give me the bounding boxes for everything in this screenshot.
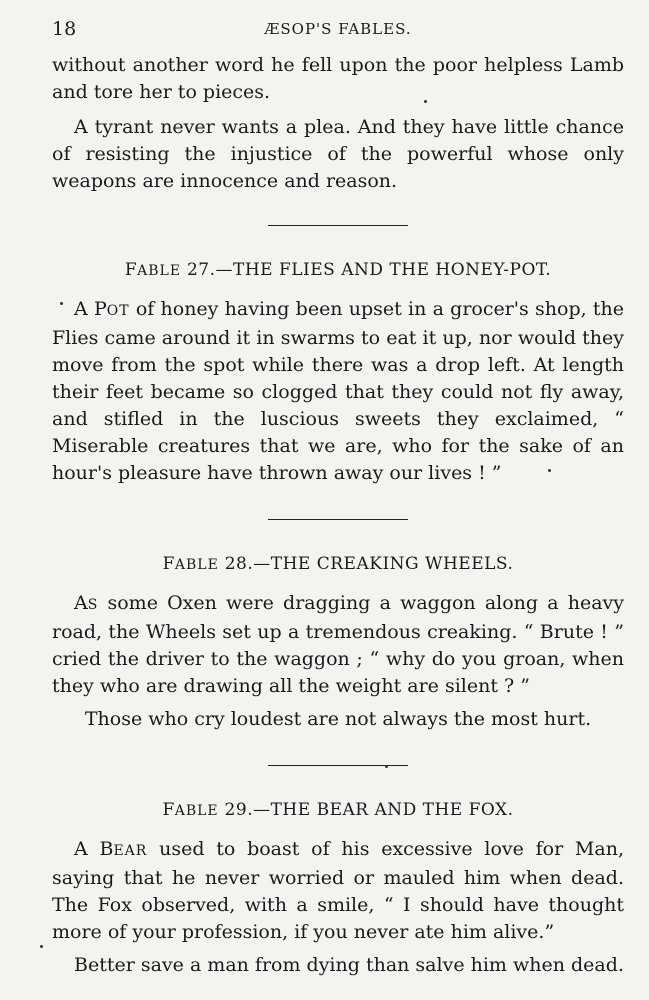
running-title: ÆSOP'S FABLES. [264,20,412,38]
ink-speck [424,100,427,103]
page-header [52,18,624,48]
ink-speck [385,765,388,768]
fable-28-text: AS some Oxen were dragging a waggon along a heavy road, the Wheels set up a tremendous creaking. “ Brute ! ” cried the driver to the waggon ; “ why do you groan, when they who are drawing all the weight are silent ? ” [52,592,624,697]
fable-29-title: FABLE 29.—THE BEAR AND THE FOX. [162,800,514,820]
book-page [52,18,624,979]
fable-27-title: FABLE 27.—THE FLIES AND THE HONEY-POT. [124,260,552,280]
section-divider [268,519,408,520]
ink-speck [40,945,43,948]
continued-paragraph: without another word he fell upon the poor helpless Lamb and tore her to pieces. [52,54,624,103]
section-divider [268,225,408,226]
page-number: 18 [52,18,77,40]
fable-28-moral: Those who cry loudest are not always the most hurt. [84,708,592,730]
fable-26-moral: A tyrant never wants a plea. And they have little chance of resisting the injustice of the powerful whose only weapons are innocence and reason. [52,116,624,192]
ink-speck [60,302,63,305]
fable-28-title: FABLE 28.—THE CREAKING WHEELS. [162,554,514,574]
fable-27-text: A POT of honey having been upset in a grocer's shop, the Flies came around it in swarms to eat it up, nor would they move from the spot while there was a drop left. At length their feet became so clogged that they could not fly away, and stifled in the luscious sweets they exclaimed, “ Miserable creatures that we are, who for the sake of an hour's pleasure have thrown away our lives ! ” [52,298,624,484]
fable-29-text: A BEAR used to boast of his excessive love for Man, saying that he never worried or mauled him when dead. The Fox observed, with a smile, “ I should have thought more of your profession, if you never ate him alive.” [52,838,624,943]
fable-29-moral: Better save a man from dying than salve him when dead. [74,954,624,976]
ink-speck [548,469,551,472]
